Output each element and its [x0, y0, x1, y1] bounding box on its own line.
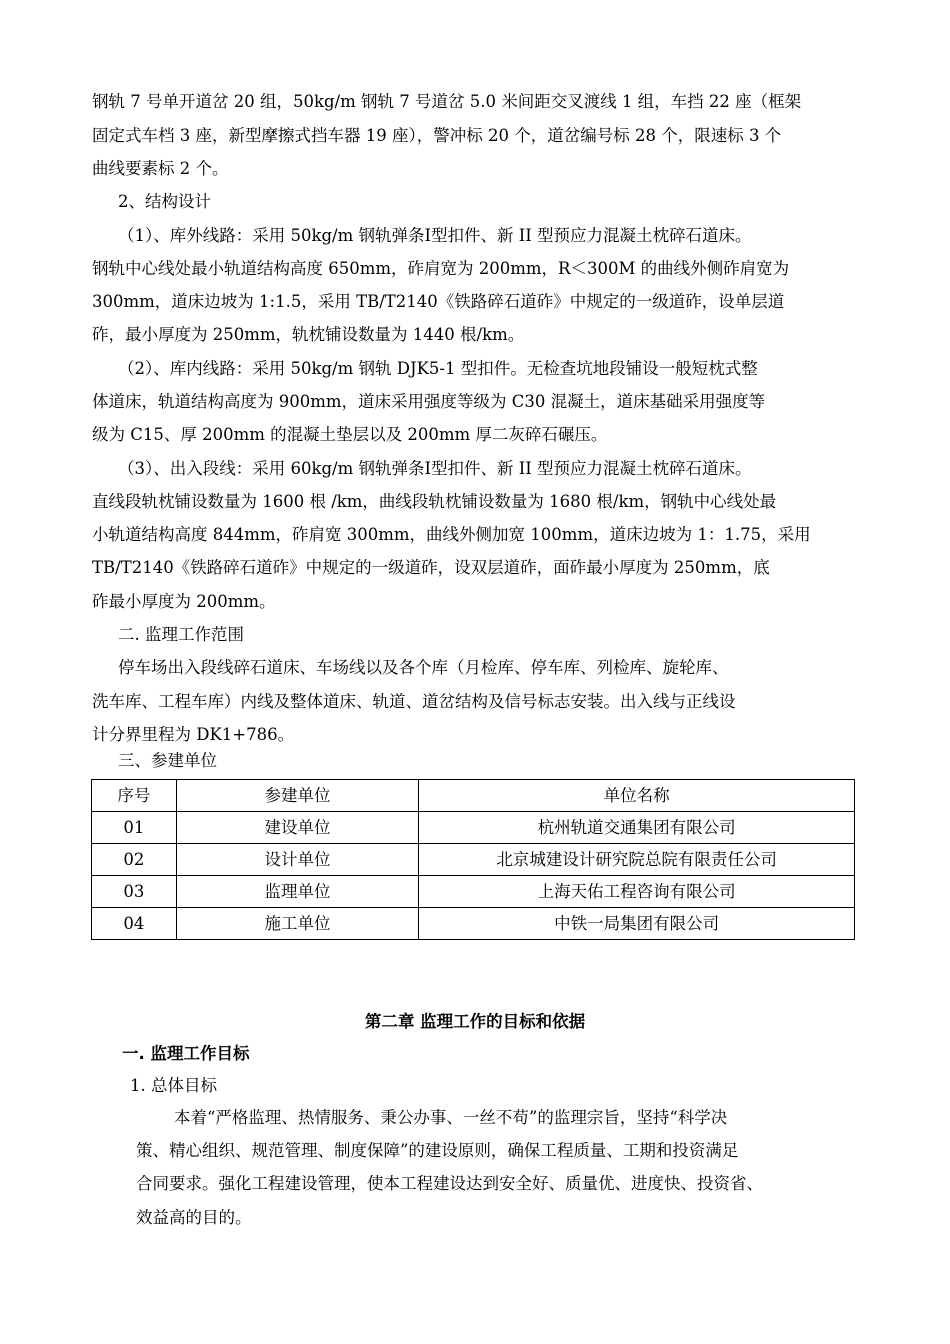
cell-name: 北京城建设计研究院总院有限责任公司	[419, 844, 855, 876]
chapter-title: 第二章 监理工作的目标和依据	[364, 1012, 586, 1031]
para3-line-2: 直线段轨枕铺设数量为 1600 根 /km，曲线段轨枕铺设数量为 1680 根/km，钢轨中心线处最	[92, 492, 777, 511]
para3-line-3: 小轨道结构高度 844mm，砟肩宽 300mm，曲线外侧加宽 100mm，道床边坡为 1：1.75，采用	[92, 525, 811, 544]
cell-name: 杭州轨道交通集团有限公司	[419, 812, 855, 844]
goal-line-4: 效益高的目的。	[136, 1208, 252, 1227]
cell-role: 监理单位	[176, 876, 418, 908]
para3-line-1: （3）、出入段线：采用 60kg/m 钢轨弹条Ⅰ型扣件、新 II 型预应力混凝土枕碎石道床。	[118, 459, 752, 478]
goal-line-2: 策、精心组织、规范管理、制度保障”的建设原则，确保工程质量、工期和投资满足	[136, 1141, 739, 1160]
table-row	[92, 812, 855, 844]
scope-line-1: 停车场出入段线碎石道床、车场线以及各个库（月检库、停车库、列检库、旋轮库、	[118, 658, 729, 677]
table-row	[92, 876, 855, 908]
para1-line-2: 钢轨中心线处最小轨道结构高度 650mm，砟肩宽为 200mm，R＜300M 的曲线外侧砟肩宽为	[92, 259, 790, 278]
cell-role: 施工单位	[176, 908, 418, 940]
units-heading: 三、参建单位	[118, 751, 217, 770]
table-row	[92, 908, 855, 940]
header-cell-name: 单位名称	[419, 780, 855, 812]
section1-heading: 一. 监理工作目标	[122, 1044, 250, 1063]
para2-line-1: （2）、库内线路：采用 50kg/m 钢轨 DJK5-1 型扣件。无检查坑地段铺设一般短枕式整	[118, 359, 758, 378]
para3-line-4: TB/T2140《铁路碎石道砟》中规定的一级道砟，设双层道砟，面砟最小厚度为 250mm，底	[92, 558, 770, 577]
participants-table	[91, 779, 855, 940]
cell-name: 中铁一局集团有限公司	[419, 908, 855, 940]
intro-line-1: 钢轨 7 号单开道岔 20 组，50kg/m 钢轨 7 号道岔 5.0 米间距交叉渡线 1 组，车挡 22 座（框架	[92, 92, 802, 111]
cell-role: 设计单位	[176, 844, 418, 876]
intro-line-2: 固定式车档 3 座，新型摩擦式挡车器 19 座），警冲标 20 个，道岔编号标 28 个，限速标 3 个	[92, 126, 782, 145]
header-cell-index: 序号	[92, 780, 177, 812]
goal-line-3: 合同要求。强化工程建设管理，使本工程建设达到安全好、质量优、进度快、投资省、	[136, 1174, 763, 1193]
cell-role: 建设单位	[176, 812, 418, 844]
table-row	[92, 844, 855, 876]
cell-index: 04	[92, 908, 177, 940]
scope-line-3: 计分界里程为 DK1+786。	[92, 725, 295, 744]
para1-line-4: 砟，最小厚度为 250mm，轨枕铺设数量为 1440 根/km。	[92, 325, 525, 344]
scope-heading: 二. 监理工作范围	[118, 625, 244, 644]
structure-heading: 2、结构设计	[118, 192, 211, 211]
scope-line-2: 洗车库、工程车库）内线及整体道床、轨道、道岔结构及信号标志安装。出入线与正线设	[92, 692, 736, 711]
header-cell-role: 参建单位	[176, 780, 418, 812]
para2-line-2: 体道床，轨道结构高度为 900mm，道床采用强度等级为 C30 混凝土，道床基础采用强度等	[92, 392, 766, 411]
cell-index: 03	[92, 876, 177, 908]
sub1-heading: 1. 总体目标	[130, 1076, 217, 1095]
para2-line-3: 级为 C15、厚 200mm 的混凝土垫层以及 200mm 厚二灰碎石碾压。	[92, 425, 608, 444]
intro-line-3: 曲线要素标 2 个。	[92, 159, 229, 178]
table-header-row	[92, 780, 855, 812]
cell-index: 01	[92, 812, 177, 844]
cell-index: 02	[92, 844, 177, 876]
goal-line-1: 本着“严格监理、热情服务、秉公办事、一丝不苟”的监理宗旨，坚持“科学决	[174, 1108, 728, 1127]
para1-line-3: 300mm，道床边坡为 1:1.5，采用 TB/T2140《铁路碎石道砟》中规定的一级道砟，设单层道	[92, 292, 785, 311]
para1-line-1: （1）、库外线路：采用 50kg/m 钢轨弹条Ⅰ型扣件、新 II 型预应力混凝土枕碎石道床。	[118, 226, 752, 245]
cell-name: 上海天佑工程咨询有限公司	[419, 876, 855, 908]
para3-line-5: 砟最小厚度为 200mm。	[92, 592, 276, 611]
